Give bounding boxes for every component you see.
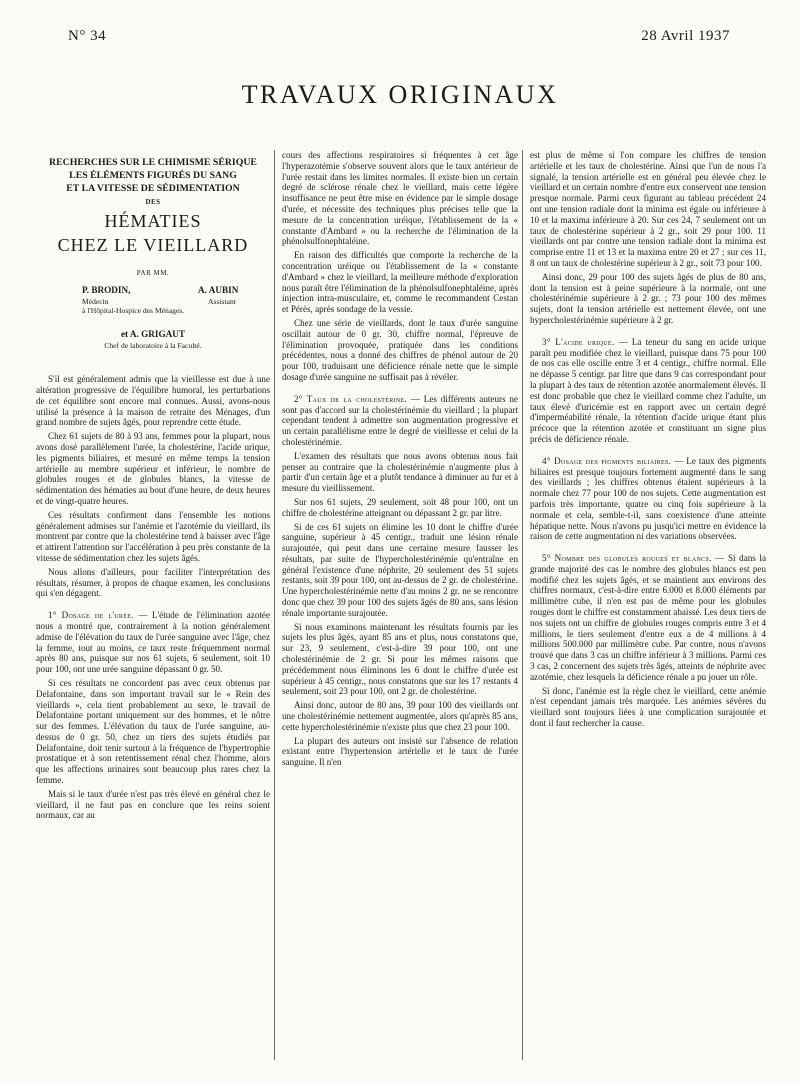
column-1 — [36, 150, 270, 1066]
section-title: TRAVAUX ORIGINAUX — [241, 80, 559, 109]
author-1-affiliation-1: Médecin — [82, 296, 109, 306]
paragraph: Chez une série de vieillards, dont le taux d'urée sanguine oscillait autour de 0 gr. 30, chiffre normal, l'épreuve de l'élimination provoquée, pratiquée dans les conditions précédentes, nous a donné des chiffres de phénol autour de 20 pour 100, traduisant une déficience rénale nette que le simple dosage d'urée sanguine ne suffisait pas à révéler. — [282, 317, 518, 382]
section-2-paragraph — [282, 394, 518, 448]
section-3-text: — La teneur du sang en acide urique paraît peu modifiée chez le vieillard, puisque dans 75 pour 100 de nos cas elle oscille entre 3 et 4 centigr., chiffre normal. Elle ne dépasse 5 centigr. par litre que dans 9 cas correspondant pour la plupart à des taux de rétention azotée anormalement élevés. Il est donc probable que chez le vieillard comme chez l'adulte, un taux élevé d'uricémie est en rapport avec un certain degré d'imperméabilité rénale, la rétention d'acide urique étant plus précoce que la rétention azotée et constituant un signe plus précis de déficience rénale. — [530, 336, 766, 444]
column-rule-2 — [522, 150, 523, 1060]
author-3-affiliation: Chef de laboratoire à la Faculté. — [104, 341, 202, 351]
column-2 — [282, 150, 518, 1066]
paragraph: S'il est généralement admis que la vieillesse est due à une altération progressive de l'équilibre humoral, les perturbations de cet équilibre sont encore mal connues. Aussi, avons-nous utilisé la présence à la maison de retraite des Ménages, d'un grand nombre de sujets âgés, pour reprendre cette étude. — [36, 374, 270, 428]
author-2: A. AUBIN — [198, 284, 239, 295]
paragraph: cours des affections respiratoires si fréquentes à cet âge l'hyperazotémie s'observe souvent alors que le taux antérieur de l'urée restait dans les limites normales. Il existe bien un certain degré de sclérose rénale chez le vieillard, mais cette légère insuffisance ne peut être mise en évidence par le simple dosage d'urée, et nécessite des techniques plus précises telle que la mesure de la concentration uréique, l'établissement de la « constante d'Ambard » ou la recherche de l'élimination de la phénolsulfonephtaléine. — [282, 150, 518, 247]
issue-date: 28 Avril 1937 — [641, 28, 730, 44]
column-3 — [530, 150, 766, 1066]
article-title-des: DES — [145, 198, 161, 206]
article-title-big-1: HÉMATIES — [104, 210, 202, 231]
paragraph: Ces résultats confirment dans l'ensemble les notions généralement admises sur l'anémie et l'azotémie du vieillard, ils montrent par contre que la cholestérine tend à baisser avec l'âge et attirent l'attention sur l'accélération à peu près constante de la vitesse de sédimentation chez les sujets âgés. — [36, 509, 270, 563]
issue-number: N° 34 — [68, 28, 107, 44]
column-rule-1 — [274, 150, 275, 1060]
author-1-affiliation-2: à l'Hôpital-Hospice des Ménages. — [82, 305, 185, 315]
paragraph: Si de ces 61 sujets on élimine les 10 dont le chiffre d'urée sanguine, supérieur à 45 centigr., traduit une lésion rénale surajoutée, qui peut dans une certaine mesure fausser les résultats, par suite de l'hypercholestérinémie qu'entraîne en général l'existence d'une néphrite, 20 seulement des 51 sujets restants, soit 39 pour 100, ont au-dessus de 2 gr. de cholestérine. Une hypercholestérinémie nette d'au moins 2 gr. ne se rencontre donc que chez 39 pour 100 des sujets âgés de 80 ans, sans lésion rénale importante surajoutée. — [282, 521, 518, 618]
section-1-heading: 1° Dosage de l'urée. — [48, 610, 134, 621]
paragraph: La plupart des auteurs ont insisté sur l'absence de relation existant entre l'hypertension artérielle et le taux de l'urée sanguine. Il n'en — [282, 735, 518, 768]
paragraph: Nous allons d'ailleurs, pour faciliter l'interprétation des résultats, résumer, à propos de chaque examen, les conclusions qui s'en dégagent. — [36, 566, 270, 599]
paragraph: Chez 61 sujets de 80 à 93 ans, femmes pour la plupart, nous avons dosé parallèlement l'urée, la cholestérine, l'acide urique, les pigments biliaires, et mesuré en même temps la tension artérielle au membre supérieur et inférieur, le nombre de globules rouges et de globules blancs, la vitesse de sédimentation des hématies au bout d'une heure, de deux heures et de vingt-quatre heures. — [36, 431, 270, 506]
paragraph: Ainsi donc, autour de 80 ans, 39 pour 100 des vieillards ont une cholestérinémie nettement augmentée, alors qu'après 85 ans, cette hypercholestérinémie n'existe plus que chez 23 pour 100. — [282, 700, 518, 732]
author-1: P. BRODIN, — [82, 284, 131, 295]
paragraph: Si ces résultats ne concordent pas avec ceux obtenus par Delafontaine, dans son important travail sur le « Rein des vieillards », cela tient probablement au sexe, le travail de Delafontaine portant uniquement sur des hommes, et le nôtre sur des femmes. L'élévation du taux de l'urée sanguine, au-dessus de 0 gr. 50, chez un tiers des sujets étudiés par Delafontaine, doit tenir surtout à la fréquence de l'hypertrophie prostatique et à son retentissement rénal chez l'homme, alors que les affections urinaires sont beaucoup plus rares chez la femme. — [36, 677, 270, 786]
author-3: et A. GRIGAUT — [120, 328, 186, 339]
section-2-heading: 2° Taux de la cholestérine. — [294, 393, 407, 404]
section-2-text: — Les différents auteurs ne sont pas d'accord sur la cholestérinémie du vieillard ; la plupart cependant tendent à admettre son augmentation progressive et un certain parallélisme entre le degré de vieillesse et celui de la cholestérinémie. — [282, 393, 518, 447]
section-5-paragraph — [530, 553, 766, 683]
section-4-text: — Le taux des pigments biliaires est presque toujours fortement augmenté dans le sang des vieillards ; les chiffres obtenus étaient supérieurs à la normale chez 77 pour 100 de nos sujets. Cette augmentation est parfois très importante, quatre ou cinq fois supérieure à la normale et cela, semble-t-il, sans coexistence d'une atteinte hépatique nette. Nous n'avons pu jusqu'ici mettre en évidence la raison de cette augmentation ni des variations observées. — [530, 455, 766, 542]
paragraph: Si nous examinons maintenant les résultats fournis par les sujets les plus âgés, ayant 85 ans et plus, nous constatons que, sur 23, 9 seulement, c'est-à-dire 39 pour 100, ont une cholestérinémie de 2 gr. Si pour les mêmes raisons que précédemment nous éliminons les 6 dont le chiffre d'urée est supérieur à 45 centigr., nous constatons que sur les 17 restants 4 seulement, soit 23 pour 100, ont 2 gr. de cholestérine. — [282, 621, 518, 697]
paragraph: L'examen des résultats que nous avons obtenus nous fait penser au contraire que la cholestérinémie n'augmente plus à partir d'un certain âge et a plutôt tendance à diminuer au fur et à mesure du vieillissement. — [282, 450, 518, 494]
paragraph: Sur nos 61 sujets, 29 seulement, soit 48 pour 100, ont un chiffre de cholestérine atteignant ou dépassant 2 gr. par litre. — [282, 496, 518, 518]
article-title-line-3: ET LA VITESSE DE SÉDIMENTATION — [66, 183, 240, 194]
section-1-text: — L'étude de l'élimination azotée nous a montré que, contrairement à la notion généralement admise de l'élévation du taux de l'urée sanguine avec l'âge, chez la femme, tout au moins, ce taux reste fréquemment normal après 80 ans, puisque sur nos 61 sujets, 6 seulement, soit 10 pour 100, ont une urée sanguine dépassant 0 gr. 50. — [36, 610, 270, 675]
by-line: PAR MM. — [136, 268, 170, 277]
article-title-line-1: RECHERCHES SUR LE CHIMISME SÉRIQUE — [49, 157, 257, 168]
section-5-heading: 5° Nombre des globules rouges et blancs. — [542, 553, 712, 564]
paragraph: Si donc, l'anémie est la règle chez le vieillard, cette anémie n'est cependant jamais très marquée. Les anémies sévères du vieillard sont toujours liées à une complication surajoutée et dont il faut rechercher la cause. — [530, 685, 766, 729]
article-title-big-2: CHEZ LE VIEILLARD — [57, 234, 249, 255]
section-4-heading: 4° Dosage des pigments biliaires. — [542, 455, 672, 466]
section-3-paragraph — [530, 337, 766, 445]
paragraph: Mais si le taux d'urée n'est pas très élevé en général chez le vieillard, il ne faut pas en conclure que les reins soient normaux, car au — [36, 788, 270, 821]
section-3-heading: 3° L'acide urique. — [542, 336, 615, 347]
authors-block — [36, 285, 270, 325]
author-2-affiliation: Assistant — [208, 296, 236, 306]
paragraph: est plus de même si l'on compare les chiffres de tension artérielle et les taux de cholestérine. Ainsi que l'un de nous l'a signalé, la tension artérielle est en général peu élevée chez le vieillard et un certain nombre d'entre eux conservent une tension presque normale. Parmi ceux figurant au tableau précédent 24 ont une tension radiale dont la minima est égale ou inférieure à 10 et la maxima inférieure à 20. Sur ces 24, 7 seulement ont un taux de cholestérine supérieur à 2 gr., soit 29 pour 100. 11 vieillards ont par contre une tension radiale dont la minima est comprise entre 11 et 13 et la maxima entre 20 et 27 ; sur ces 11, 8 ont un taux de cholestérine supérieur à 2 gr., soit 73 pour 100. — [530, 150, 766, 268]
section-5-text: — Si dans la grande majorité des cas le nombre des globules blancs est peu modifié chez les sujets âgés, et se maintient aux environs des chiffres normaux, c'est-à-dire entre 6.000 et 8.000 éléments par millimètre cube, il n'en est pas de même pour les globules rouges dont le chiffre est constamment abaissé. Les deux tiers de nos sujets ont un chiffre de globules rouges compris entre 3 et 4 millions, le tiers seulement d'entre eux a de 4 millions à 4 millions 500.000 par millimètre cube. Par contre, nous n'avons trouvé que dans 3 cas un chiffre inférieur à 3 millions. Parmi ces 3 cas, 2 concernent des sujets très âgés, atteints de néphrite avec azotémie, chez lesquels la déficience rénale a pu jouer un rôle. — [530, 553, 766, 682]
section-1-paragraph — [36, 610, 270, 675]
paragraph: Ainsi donc, 29 pour 100 des sujets âgés de plus de 80 ans, dont la tension est à peine supérieure à la normale, ont une cholestérinémie supérieure à 2 gr. ; 73 pour 100 des mêmes sujets, dont la tension artérielle est nettement élevée, ont une hypercholestérinémie supérieure à 2 gr. — [530, 271, 766, 325]
article-title-line-2: LES ÉLÉMENTS FIGURÉS DU SANG — [69, 170, 237, 181]
paragraph: En raison des difficultés que comporte la recherche de la concentration uréique ou l'établissement de la « constante d'Ambard » chez le vieillard, la meilleure méthode d'exploration nous paraît être l'élimination de la phénolsulfonephtaléine, après injection intra-musculaire, et, comme le recommandent Cestan et Pérès, après sondage de la vessie. — [282, 250, 518, 315]
section-4-paragraph — [530, 456, 766, 542]
